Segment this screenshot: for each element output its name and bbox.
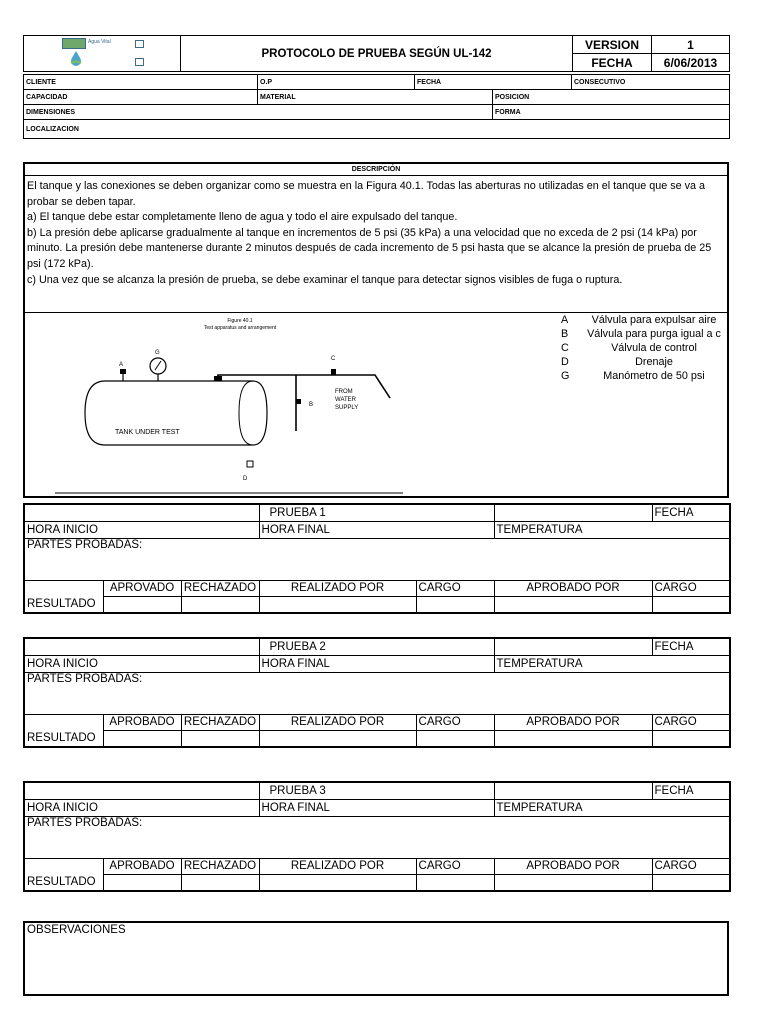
resultado-label: RESULTADO [24, 596, 103, 613]
rechazado-field[interactable] [181, 730, 259, 747]
test-fecha-label: FECHA [652, 504, 730, 521]
legend-text: Válvula para expulsar aire [591, 314, 717, 326]
realizado-por-header: REALIZADO POR [259, 858, 416, 874]
cargo-field[interactable] [416, 596, 494, 613]
legend-item-c [561, 341, 731, 355]
label-d: D [243, 476, 248, 482]
water-label: WATER [335, 397, 356, 403]
valve-b-icon [296, 399, 301, 404]
aprobado-por-field[interactable] [494, 730, 652, 747]
description-pb: b) La presión debe aplicarse gradualmente al tanque en incrementos de 5 psi (35 kPa) a una velocidad que no exceda de 2 psi (14 kPa) por minuto. La presión debe mantenerse durante 2 minutos después de cada incremento de 5 psi hasta que se alcance la presión de prueba de 25 psi (172 kPa). [27, 226, 712, 270]
legend-key: C [561, 342, 569, 354]
fecha-info-label: FECHA [415, 75, 572, 90]
legend-key: B [561, 328, 569, 340]
legend-text: Válvula de control [611, 342, 697, 354]
fecha-label: FECHA [573, 54, 652, 72]
blank-cell [24, 714, 103, 730]
rechazado-field[interactable] [181, 874, 259, 891]
checkbox-1[interactable] [135, 40, 144, 48]
version-value: 1 [652, 36, 730, 54]
localizacion-label: LOCALIZACION [24, 120, 730, 139]
cliente-label: CLIENTE [24, 75, 258, 90]
partes-probadas-label: PARTES PROBADAS: [27, 672, 143, 685]
test-table-1 [23, 503, 731, 614]
valve-a-icon [120, 369, 126, 374]
cargo-header: CARGO [416, 714, 494, 730]
legend-item-g [561, 369, 731, 383]
blank-cell [24, 782, 259, 799]
description-heading: DESCRIPCIÓN [25, 164, 727, 176]
rechazado-header: RECHAZADO [181, 580, 259, 596]
resultado-label: RESULTADO [24, 730, 103, 747]
logo-building-icon [62, 38, 86, 49]
legend-text: Válvula para purga igual a c [587, 328, 721, 340]
dimensiones-label: DIMENSIONES [24, 105, 493, 120]
capacidad-label: CAPACIDAD [24, 90, 258, 105]
from-label: FROM [335, 389, 353, 395]
partes-probadas-field[interactable] [24, 816, 730, 858]
aprobado-por-header: APROBADO POR [494, 714, 652, 730]
temperatura-label: TEMPERATURA [494, 799, 730, 816]
cargo2-header: CARGO [652, 714, 730, 730]
observaciones-box[interactable] [23, 921, 729, 996]
hora-inicio-label: HORA INICIO [24, 655, 259, 672]
label-g: G [155, 350, 160, 356]
description-pa: a) El tanque debe estar completamente lleno de agua y todo el aire expulsado del tanque. [27, 211, 458, 224]
version-label: VERSION [573, 36, 652, 54]
legend-item-d [561, 355, 731, 369]
aprobado-header: APROBADO [103, 714, 181, 730]
description-pc: c) Una vez que se alcanza la presión de prueba, se debe examinar el tanque para detectar signos visibles de fuga o ruptura. [27, 273, 623, 286]
label-a: A [119, 362, 124, 368]
forma-label: FORMA [493, 105, 730, 120]
legend-key: A [561, 314, 569, 326]
aprobado-field[interactable] [103, 874, 181, 891]
realizado-por-header: REALIZADO POR [259, 714, 416, 730]
aprobado-por-field[interactable] [494, 596, 652, 613]
realizado-por-header: REALIZADO POR [259, 580, 416, 596]
cargo2-header: CARGO [652, 858, 730, 874]
aprobado-field[interactable] [103, 596, 181, 613]
supply-label: SUPPLY [335, 405, 359, 411]
test-title: PRUEBA 3 [259, 782, 494, 799]
drain-d-icon [247, 461, 253, 467]
legend-item-a [561, 313, 731, 327]
test-title: PRUEBA 2 [259, 638, 494, 655]
cargo2-field[interactable] [652, 730, 730, 747]
temperatura-label: TEMPERATURA [494, 655, 730, 672]
aprobado-por-header: APROBADO POR [494, 580, 652, 596]
description-box [23, 162, 729, 498]
test-apparatus-figure [25, 313, 445, 497]
checkbox-2[interactable] [135, 58, 144, 66]
realizado-por-field[interactable] [259, 730, 416, 747]
tank-inlet [214, 376, 222, 381]
logo-cell [24, 36, 181, 72]
cargo2-field[interactable] [652, 596, 730, 613]
legend-item-b [561, 327, 731, 341]
info-table [23, 74, 730, 139]
hora-final-label: HORA FINAL [259, 799, 494, 816]
valve-c-icon [331, 369, 336, 375]
rechazado-header: RECHAZADO [181, 858, 259, 874]
realizado-por-field[interactable] [259, 596, 416, 613]
tank-end-curve [239, 381, 253, 445]
legend-text: Drenaje [635, 356, 673, 368]
test-table-2 [23, 637, 731, 748]
logo-text: Agua Vital [88, 39, 111, 45]
cargo-field[interactable] [416, 730, 494, 747]
blank-cell [494, 638, 652, 655]
test-fecha-label: FECHA [652, 638, 730, 655]
observaciones-label: OBSERVACIONES [27, 924, 126, 936]
temperatura-label: TEMPERATURA [494, 521, 730, 538]
blank-cell [494, 504, 652, 521]
resultado-label: RESULTADO [24, 874, 103, 891]
posicion-label: POSICION [493, 90, 730, 105]
blank-cell [24, 580, 103, 596]
blank-cell [24, 858, 103, 874]
document-title: PROTOCOLO DE PRUEBA SEGÚN UL-142 [181, 36, 573, 72]
tank-label: TANK UNDER TEST [115, 429, 180, 436]
header-table [23, 35, 730, 72]
partes-probadas-label: PARTES PROBADAS: [27, 816, 143, 829]
description-p1: El tanque y las conexiones se deben organizar como se muestra en la Figura 40.1. Todas las aberturas no utilizadas en el tanque que se va a probar se deben tapar. [27, 180, 706, 208]
partes-probadas-field[interactable] [24, 538, 730, 580]
test-table-3 [23, 781, 731, 892]
cargo2-field[interactable] [652, 874, 730, 891]
aprobado-header: APROVADO [103, 580, 181, 596]
fecha-value: 6/06/2013 [652, 54, 730, 72]
hora-final-label: HORA FINAL [259, 521, 494, 538]
partes-probadas-label: PARTES PROBADAS: [27, 538, 143, 551]
material-label: MATERIAL [258, 90, 493, 105]
aprobado-header: APROBADO [103, 858, 181, 874]
cargo-header: CARGO [416, 858, 494, 874]
rechazado-field[interactable] [181, 596, 259, 613]
blank-cell [24, 504, 259, 521]
figure-subtitle: Test apparatus and arrangement [203, 325, 277, 331]
test-title: PRUEBA 1 [259, 504, 494, 521]
rechazado-header: RECHAZADO [181, 714, 259, 730]
consecutivo-label: CONSECUTIVO [572, 75, 730, 90]
hora-inicio-label: HORA INICIO [24, 799, 259, 816]
partes-probadas-field[interactable] [24, 672, 730, 714]
cargo2-header: CARGO [652, 580, 730, 596]
legend-key: D [561, 356, 569, 368]
realizado-por-field[interactable] [259, 874, 416, 891]
description-text [25, 176, 727, 288]
op-label: O.P [258, 75, 415, 90]
cargo-header: CARGO [416, 580, 494, 596]
hora-final-label: HORA FINAL [259, 655, 494, 672]
blank-cell [494, 782, 652, 799]
cargo-field[interactable] [416, 874, 494, 891]
legend [561, 313, 731, 383]
legend-text: Manómetro de 50 psi [603, 370, 705, 382]
hora-inicio-label: HORA INICIO [24, 521, 259, 538]
blank-cell [24, 638, 259, 655]
aprobado-por-header: APROBADO POR [494, 858, 652, 874]
test-fecha-label: FECHA [652, 782, 730, 799]
label-b: B [309, 402, 314, 408]
legend-key: G [561, 370, 570, 382]
label-c: C [331, 356, 336, 362]
aprobado-field[interactable] [103, 730, 181, 747]
gauge-needle [155, 361, 161, 370]
figure-title: Figure 40.1 [227, 318, 253, 324]
water-drop-icon [68, 50, 84, 66]
aprobado-por-field[interactable] [494, 874, 652, 891]
